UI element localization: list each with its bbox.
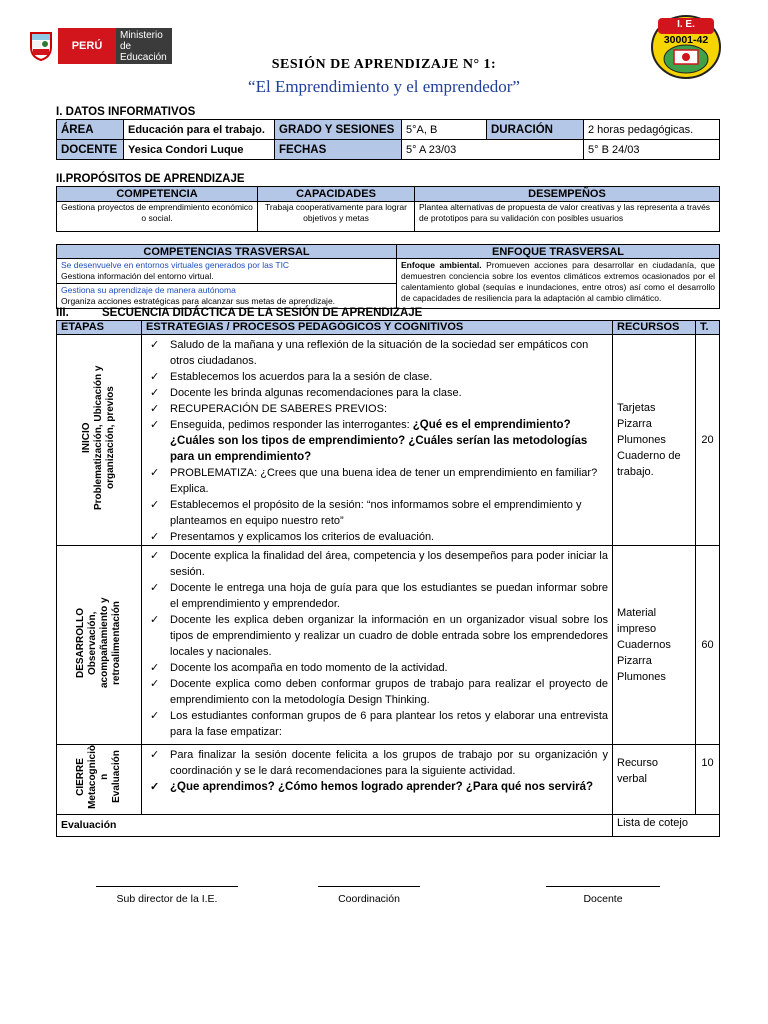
school-initials: I. E. xyxy=(677,19,695,30)
fechas-label: FECHAS xyxy=(275,140,402,160)
inicio-item: ✓ RECUPERACIÓN DE SABERES PREVIOS: xyxy=(146,401,608,417)
datos-table xyxy=(56,119,720,160)
recurso: impreso xyxy=(617,623,657,635)
competencia-text: Gestiona proyectos de emprendimiento económico o social. xyxy=(57,202,258,232)
cierre-time: 10 xyxy=(696,745,720,815)
signature-line-coordinacion xyxy=(318,886,420,887)
desarrollo-item: ✓ Docente explica como deben conformar grupos de trabajo para realizar el proyecto de emprendimiento con la metodología Design Thinking. xyxy=(146,676,608,708)
competencias-cell xyxy=(57,259,397,309)
cierre-stage: CIERRE xyxy=(75,758,86,796)
section-secuencia-title: SECUENCIA DIDÁCTICA DE LA SESIÓN DE APRENDIZAJE xyxy=(102,307,423,319)
col-capacidades: CAPACIDADES xyxy=(258,187,415,202)
inicio-item-lead: Enseguida, pedimos responder las interrogantes: xyxy=(170,419,413,431)
cierre-stage-sub3: Evaluación xyxy=(111,750,122,804)
desarrollo-recursos xyxy=(613,546,696,745)
desarrollo-item: ✓ Los estudiantes conforman grupos de 6 para plantear los retos y elaborar una entrevista para la fase empatizar: xyxy=(146,708,608,740)
recurso: Plumones xyxy=(617,671,666,683)
recurso: Material xyxy=(617,607,657,619)
peru-label: PERÚ xyxy=(58,28,116,64)
inicio-item: ✓ Saludo de la mañana y una reflexión de la situación de la sociedad ser empáticos con otros ciudadanos. xyxy=(146,337,608,369)
inicio-strategies xyxy=(142,335,613,546)
col-recursos: RECURSOS xyxy=(613,321,696,335)
recurso: Cuadernos xyxy=(617,639,671,651)
inicio-stage: INICIO xyxy=(81,422,92,453)
desarrollo-item: ✓ Docente le entrega una hoja de guía para que los estudiantes se puedan informar sobre el emprendimiento y emprendedor. xyxy=(146,580,608,612)
capacidades-text: Trabaja cooperativamente para lograr objetivos y metas xyxy=(258,202,415,232)
inicio-item: ✓ Presentamos y explicamos los criterios de evaluación. xyxy=(146,529,608,545)
cierre-recursos xyxy=(613,745,696,815)
ministry-line2: de Educación xyxy=(120,40,167,63)
signature-line-subdirector xyxy=(96,886,238,887)
cierre-stage-sub1: Metacogniciò xyxy=(87,745,98,809)
desarrollo-item: ✓ Docente explica la finalidad del área, competencia y los desempeños para poder iniciar la sesión. xyxy=(146,548,608,580)
transversal-table xyxy=(56,244,720,309)
desarrollo-item: ✓ Docente les explica deben organizar la información en un organizador visual sobre los tipos de emprendimiento y realizar un cuadro de doble entrada sobre los emprendedores locales y nacionales. xyxy=(146,612,608,660)
duracion-value: 2 horas pedagógicas. xyxy=(584,120,720,140)
session-subtitle: “El Emprendimiento y el emprendedor” xyxy=(248,77,520,96)
grado-label: GRADO Y SESIONES xyxy=(275,120,402,140)
duracion-label: DURACIÓN xyxy=(487,120,584,140)
propositos-table xyxy=(56,186,720,232)
cierre-item: ✓ Para finalizar la sesión docente felicita a los grupos de trabajo por su organización y coordinación y se le dará recomendaciones para la siguiente actividad. xyxy=(146,747,608,779)
cierre-stage-sub2: n xyxy=(99,773,110,781)
signature-coordinacion: Coordinación xyxy=(338,893,400,905)
inicio-recursos xyxy=(613,335,696,546)
enfoque-cell xyxy=(397,259,720,309)
area-value: Educación para el trabajo. xyxy=(124,120,275,140)
enfoque-text: Promueven acciones para desarrollar en ciudadanía, que demuestren conciencia sobre los eventos climáticos extremos ocasionados por el calentamiento global (sequías e inundaciones, entre otros) así como el desarrollo de capacidades de resiliencia para la adaptación al cambio climático. xyxy=(401,260,715,303)
recurso: Tarjetas xyxy=(617,402,656,414)
ministry-line1: Ministerio xyxy=(120,29,163,41)
col-desempenos: DESEMPEÑOS xyxy=(415,187,720,202)
desarrollo-stage: DESARROLLO xyxy=(75,607,86,678)
area-label: ÁREA xyxy=(57,120,124,140)
recurso: verbal xyxy=(617,773,647,785)
secuencia-table xyxy=(56,320,720,837)
desarrollo-time: 60 xyxy=(696,546,720,745)
fecha-b: 5° B 24/03 xyxy=(584,140,720,160)
col-competencias-trasversal: COMPETENCIAS TRASVERSAL xyxy=(57,245,397,259)
comp2-title: Gestiona su aprendizaje de manera autónoma xyxy=(61,285,236,295)
recurso: Pizarra xyxy=(617,418,652,430)
signature-docente: Docente xyxy=(583,893,623,905)
section-secuencia-num: III. xyxy=(56,307,69,319)
recurso: Recurso xyxy=(617,757,658,769)
signature-subdirector: Sub director de la I.E. xyxy=(116,893,218,905)
section-datos-title: I. DATOS INFORMATIVOS xyxy=(56,106,196,118)
inicio-item-questions xyxy=(146,417,608,465)
col-enfoque-trasversal: ENFOQUE TRASVERSAL xyxy=(397,245,720,259)
col-t: T. xyxy=(696,321,720,335)
inicio-item: ✓ Establecemos el propósito de la sesión: “nos informamos sobre el emprendimiento y planteamos en equipo nuestro reto” xyxy=(146,497,608,529)
signature-line-docente xyxy=(546,886,660,887)
inicio-item: ✓ Establecemos los acuerdos para la a sesión de clase. xyxy=(146,369,608,385)
cierre-strategies xyxy=(142,745,613,815)
col-competencia: COMPETENCIA xyxy=(57,187,258,202)
grado-value: 5°A, B xyxy=(402,120,487,140)
recurso: Pizarra xyxy=(617,655,652,667)
comp2-desc: Organiza acciones estratégicas para alcanzar sus metas de aprendizaje. xyxy=(61,296,336,306)
desempenos-text: Plantea alternativas de propuesta de valor creativas y las representa a través de prototipos para su validación con posibles usuarios xyxy=(415,202,720,232)
comp1-desc: Gestiona información del entorno virtual. xyxy=(61,271,214,281)
recurso: Plumones xyxy=(617,434,666,446)
desarrollo-item: ✓ Docente los acompaña en todo momento de la actividad. xyxy=(146,660,608,676)
desarrollo-stage-cell xyxy=(57,546,142,745)
desarrollo-stage-sub: Observación, acompañamiento y retroalimentación xyxy=(87,597,122,688)
cierre-row xyxy=(57,745,720,815)
fecha-a: 5° A 23/03 xyxy=(402,140,584,160)
col-estrategias: ESTRATEGIAS / PROCESOS PEDAGÓGICOS Y COGNITIVOS xyxy=(142,321,613,335)
inicio-stage-sub: Problematización, Ubicación y organización, previos xyxy=(93,365,116,510)
section-propositos-title: II.PROPÓSITOS DE APRENDIZAJE xyxy=(56,173,245,185)
docente-label: DOCENTE xyxy=(57,140,124,160)
inicio-item: ✓ Docente les brinda algunas recomendaciones para la clase. xyxy=(146,385,608,401)
inicio-stage-cell xyxy=(57,335,142,546)
evaluacion-value: Lista de cotejo xyxy=(613,814,720,836)
desarrollo-row xyxy=(57,546,720,745)
inicio-item: ✓ PROBLEMATIZA: ¿Crees que una buena idea de tener un emprendimiento en familiar? Explica. xyxy=(146,465,608,497)
recurso: Cuaderno de trabajo. xyxy=(617,450,681,478)
enfoque-label: Enfoque ambiental. xyxy=(401,260,482,270)
session-title: SESIÓN DE APRENDIZAJE N° 1: xyxy=(271,57,497,72)
inicio-row xyxy=(57,335,720,546)
desarrollo-strategies xyxy=(142,546,613,745)
school-code: 30001-42 xyxy=(663,34,709,46)
cierre-stage-cell xyxy=(57,745,142,815)
col-etapas: ETAPAS xyxy=(57,321,142,335)
inicio-time: 20 xyxy=(696,335,720,546)
comp1-title: Se desenvuelve en entornos virtuales generados por las TIC xyxy=(61,260,290,270)
evaluacion-label: Evaluación xyxy=(57,814,613,836)
inicio-questions: ¿Qué es el emprendimiento? ¿Cuáles son los tipos de emprendimiento? ¿Cuáles serían las metodologías para un emprendimiento? xyxy=(170,419,588,463)
cierre-question: ✓ ¿Que aprendimos? ¿Cómo hemos logrado aprender? ¿Para qué nos servirá? xyxy=(146,779,608,795)
evaluacion-row xyxy=(57,814,720,836)
docente-value: Yesica Condori Luque xyxy=(124,140,275,160)
